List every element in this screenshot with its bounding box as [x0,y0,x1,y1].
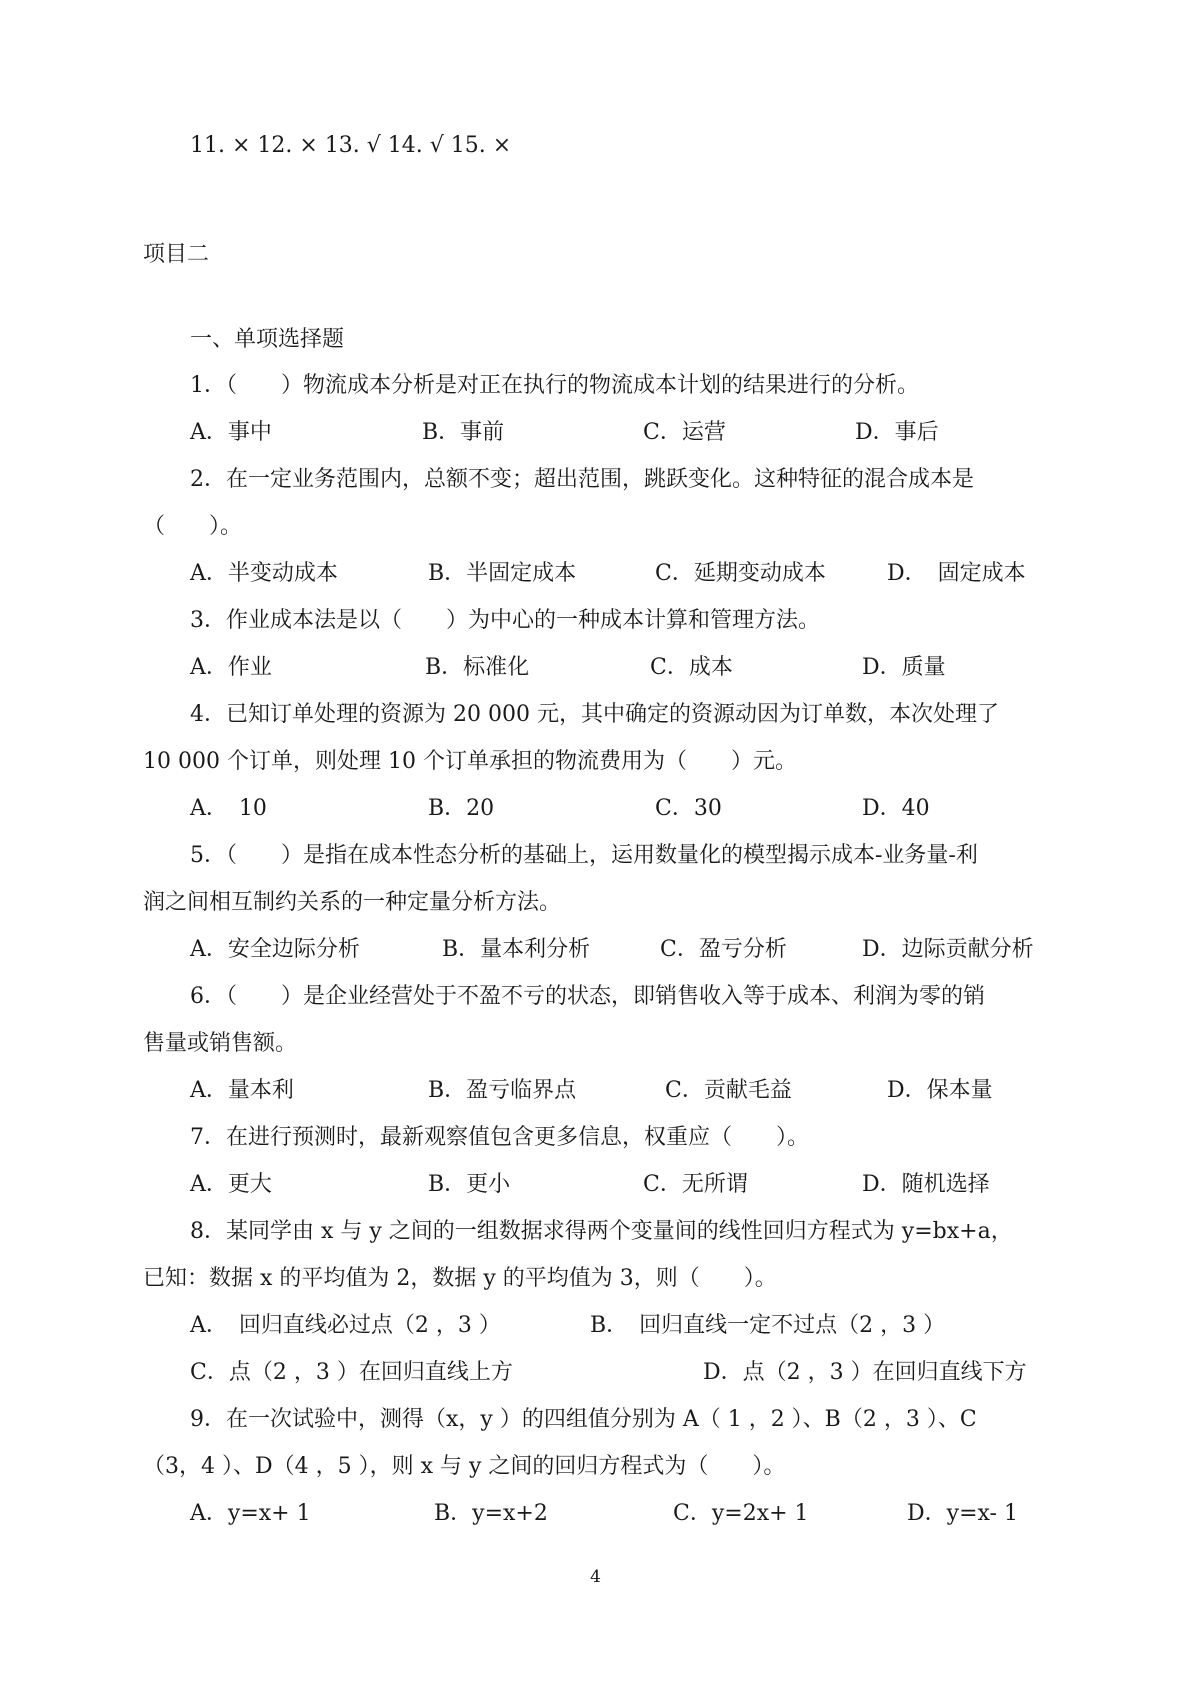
question-5-stem-line-1: 5．（ ）是指在成本性态分析的基础上，运用数量化的模型揭示成本-业务量-利 [190,843,978,868]
page-number: 4 [590,1567,601,1587]
question-8-stem-line-2: 已知：数据 x 的平均值为 2，数据 y 的平均值为 3，则（ ）。 [143,1266,777,1291]
question-9-option-b: B．y=x+2 [434,1501,548,1526]
question-1-option-d: D．事后 [855,420,939,445]
question-2-stem-line-2: （ ）。 [143,514,243,539]
question-8-option-c: C．点（2 ，3 ）在回归直线上方 [190,1360,513,1385]
question-6-stem-line-2: 售量或销售额。 [143,1031,298,1056]
question-9-option-d: D．y=x- 1 [907,1501,1018,1526]
question-9-stem-line-2: （3，4 ）、D（4 ，5 ），则 x 与 y 之间的回归方程式为（ ）。 [143,1454,786,1479]
question-3-option-a: A．作业 [190,655,272,680]
question-2-stem-line-1: 2．在一定业务范围内，总额不变；超出范围，跳跃变化。这种特征的混合成本是 [190,467,974,492]
question-1-option-a: A．事中 [190,420,272,445]
question-7-stem-line-1: 7．在进行预测时，最新观察值包含更多信息，权重应（ ）。 [190,1125,809,1150]
question-6-option-a: A．量本利 [190,1078,294,1103]
question-2-option-a: A．半变动成本 [190,561,338,586]
question-3-option-b: B．标准化 [425,655,530,680]
question-5-option-a: A．安全边际分析 [190,937,360,962]
section-title: 项目二 [143,242,210,267]
question-3-stem-line-1: 3．作业成本法是以（ ）为中心的一种成本计算和管理方法。 [190,608,820,633]
question-4-option-b: B．20 [428,796,495,821]
question-4-option-c: C．30 [655,796,722,821]
question-6-option-b: B．盈亏临界点 [428,1078,577,1103]
question-2-option-d: D． 固定成本 [887,561,1026,586]
part-heading: 一、单项选择题 [190,327,345,352]
question-4-stem-line-1: 4．已知订单处理的资源为 20 000 元，其中确定的资源动因为订单数，本次处理了 [190,702,999,727]
question-4-option-a: A． 10 [190,796,267,821]
question-5-option-d: D．边际贡献分析 [862,937,1034,962]
question-1-option-c: C．运营 [643,420,726,445]
question-2-option-b: B．半固定成本 [428,561,577,586]
question-8-option-d: D．点（2 ，3 ）在回归直线下方 [703,1360,1027,1385]
question-6-option-c: C．贡献毛益 [665,1078,792,1103]
question-1-option-b: B．事前 [422,420,505,445]
question-5-stem-line-2: 润之间相互制约关系的一种定量分析方法。 [143,890,562,915]
question-8-option-a: A． 回归直线必过点（2 ，3 ） [190,1313,501,1338]
question-7-option-a: A．更大 [190,1172,272,1197]
question-2-option-c: C．延期变动成本 [655,561,826,586]
question-9-option-a: A．y=x+ 1 [190,1501,311,1526]
answers-line: 11. × 12. × 13. √ 14. √ 15. × [190,133,512,158]
question-3-option-d: D．质量 [862,655,946,680]
question-7-option-b: B．更小 [428,1172,511,1197]
question-8-option-b: B． 回归直线一定不过点（2 ，3 ） [590,1313,946,1338]
question-4-option-d: D．40 [862,796,930,821]
question-8-stem-line-1: 8．某同学由 x 与 y 之间的一组数据求得两个变量间的线性回归方程式为 y=bx+a， [190,1219,1013,1244]
question-9-option-c: C．y=2x+ 1 [673,1501,809,1526]
question-3-option-c: C．成本 [650,655,733,680]
question-7-option-c: C．无所谓 [643,1172,748,1197]
question-6-stem-line-1: 6．（ ）是企业经营处于不盈不亏的状态，即销售收入等于成本、利润为零的销 [190,984,985,1009]
question-9-stem-line-1: 9．在一次试验中，测得（x，y ）的四组值分别为 A（ 1 ，2 ）、B（2 ，3 ）、C [190,1407,977,1432]
question-5-option-c: C．盈亏分析 [660,937,787,962]
question-1-stem-line-1: 1．（ ）物流成本分析是对正在执行的物流成本计划的结果进行的分析。 [190,373,919,398]
question-5-option-b: B．量本利分析 [442,937,591,962]
question-6-option-d: D．保本量 [887,1078,993,1103]
question-7-option-d: D．随机选择 [862,1172,990,1197]
question-4-stem-line-2: 10 000 个订单，则处理 10 个订单承担的物流费用为（ ）元。 [143,749,797,774]
